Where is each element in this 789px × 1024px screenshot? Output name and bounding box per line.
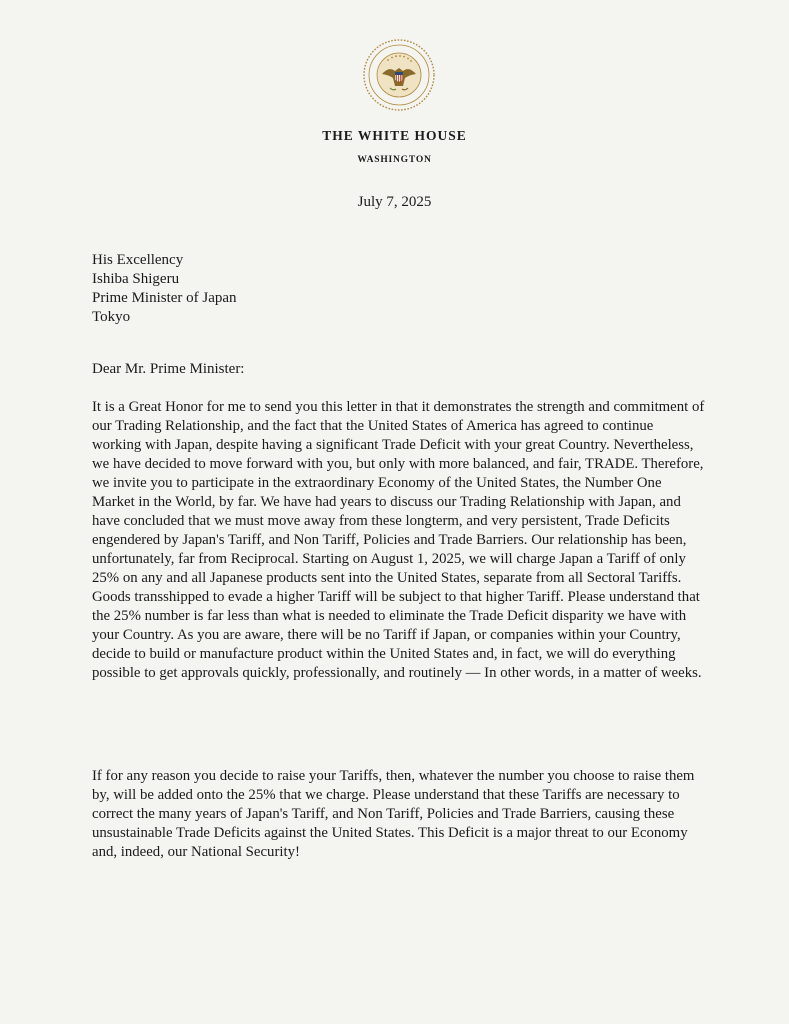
body-paragraph: It is a Great Honor for me to send you this letter in that it demonstrates the strength and commitment of our Trading Relationship, and the fact that the United States of America has agreed to continue working with Japan, despite having a significant Trade Deficit with your great Country. Nevertheless, we have decided to move forward with you, but only with more balanced, and fair, TRADE. Therefore, we invite you to participate in the extraordinary Economy of the United States, the Number One Market in the World, by far. We have had years to discuss our Trading Relationship with Japan, and have concluded that we must move away from these longterm, and very persistent, Trade Deficits engendered by Japan's Tariff, and Non Tariff, Policies and Trade Barriers. Our relationship has been, unfortunately, far from Reciprocal. Starting on August 1, 2025, we will charge Japan a Tariff of only 25% on any and all Japanese products sent into the United States, separate from all Sectoral Tariffs. Goods transshipped to evade a higher Tariff will be subject to that higher Tariff. Please understand that the 25% number is far less than what is needed to eliminate the Trade Deficit disparity we have with your Country. As you are aware, there will be no Tariff if Japan, or companies within your Country, decide to build or manufacture product within the United States and, in fact, we will do everything possible to get approvals quickly, professionally, and routinely — In other words, in a matter of weeks.	[92, 399, 705, 681]
body-paragraph: If for any reason you decide to raise your Tariffs, then, whatever the number you choose to raise them by, will be added onto the 25% that we charge. Please understand that these Tariffs are necessary to correct the many years of Japan's Tariff, and Non Tariff, Policies and Trade Barriers, causing these unsustainable Trade Deficits against the United States. This Deficit is a major threat to our Economy and, indeed, our National Security!	[92, 768, 695, 860]
recipient-line: Ishiba Shigeru	[92, 271, 180, 287]
recipient-line: Tokyo	[92, 309, 131, 325]
recipient-address	[92, 251, 237, 327]
salutation: Dear Mr. Prime Minister:	[92, 361, 245, 377]
recipient-line: Prime Minister of Japan	[92, 290, 237, 306]
recipient-line: His Excellency	[92, 252, 184, 268]
letter-date: July 7, 2025	[357, 194, 432, 210]
letterhead-title: THE WHITE HOUSE	[322, 128, 467, 143]
presidential-seal-icon	[362, 38, 436, 112]
letterhead-subtitle: WASHINGTON	[357, 155, 432, 165]
